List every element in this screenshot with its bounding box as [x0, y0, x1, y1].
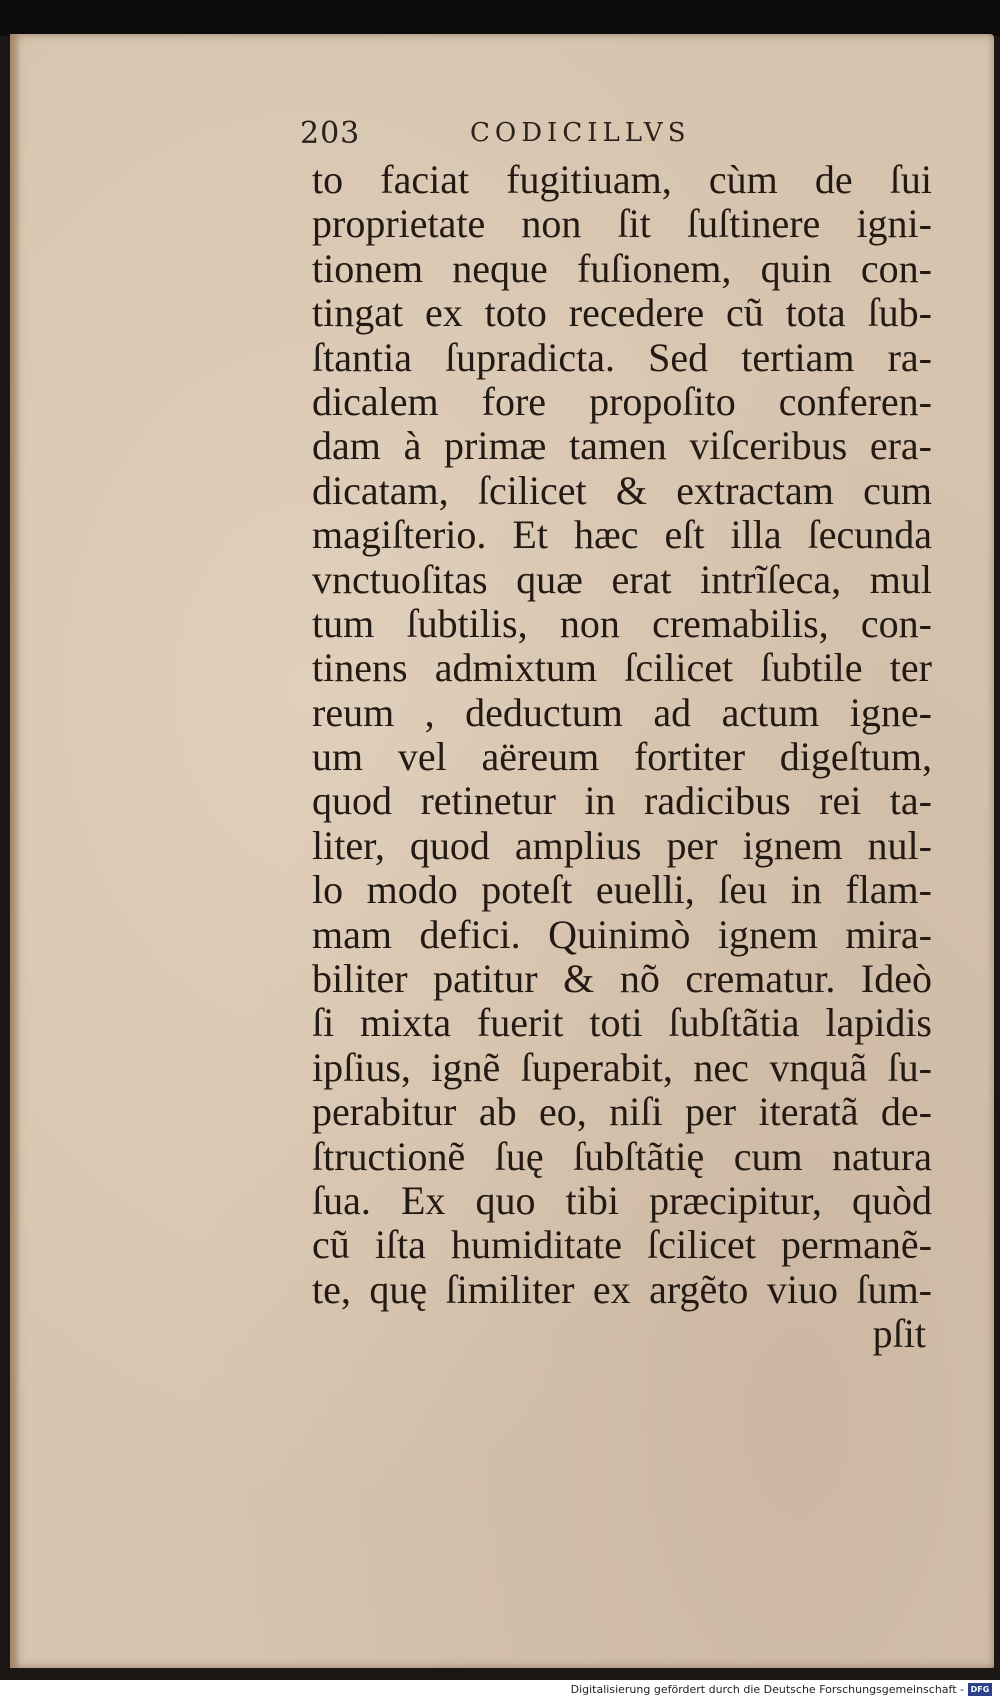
- text-line: dam à primæ tamen viſceribus era-: [312, 423, 932, 469]
- body-text: [312, 158, 932, 1357]
- text-line: tinens admixtum ſcilicet ſubtile ter: [312, 645, 932, 691]
- text-line: ſua. Ex quo tibi præcipitur, quòd: [312, 1177, 932, 1223]
- text-line: dicatam, ſcilicet & extractam cum: [312, 467, 932, 513]
- catchword: pſit: [872, 1311, 926, 1357]
- text-line: cũ iſta humiditate ſcilicet permanẽ-: [312, 1222, 932, 1268]
- text-line: ſtructionẽ ſuę ſubſtãtię cum natura: [312, 1133, 932, 1179]
- text-line: to faciat fugitiuam, cùm de ſui: [312, 157, 932, 202]
- text-line: biliter patitur & nõ crematur. Ideò: [312, 956, 932, 1002]
- dfg-logo: DFG: [968, 1683, 992, 1696]
- text-line: um vel aëreum fortiter digeſtum,: [312, 734, 932, 780]
- text-line: tingat ex toto recedere cũ tota ſub-: [312, 290, 932, 336]
- text-line: te, quę ſimiliter ex argẽto viuo ſum-: [312, 1266, 932, 1312]
- text-line: quod retinetur in radicibus rei ta-: [312, 778, 932, 824]
- text-line: ſi mixta fuerit toti ſubſtãtia lapidis: [312, 1000, 932, 1046]
- text-line: magiſterio. Et hæc eſt illa ſecunda: [312, 512, 932, 558]
- text-line: lo modo poteſt euelli, ſeu in flam-: [312, 867, 932, 913]
- text-line: proprietate non ſit ſuſtinere igni-: [312, 201, 932, 247]
- text-line: dicalem fore propoſito conferen-: [312, 378, 932, 424]
- text-line: tionem neque fuſionem, quin con-: [312, 245, 932, 291]
- text-line: ipſius, ignẽ ſuperabit, nec vnquã ſu-: [312, 1044, 932, 1090]
- text-line: liter, quod amplius per ignem nul-: [312, 822, 932, 868]
- running-head-title: CODICILLVS: [470, 118, 691, 148]
- text-line: tum ſubtilis, non cremabilis, con-: [312, 600, 932, 646]
- running-head: [300, 116, 860, 158]
- digitization-credit: Digitalisierung gefördert durch die Deutsche Forschungsgemeinschaft -: [570, 1683, 964, 1696]
- text-line: ſtantia ſupradicta. Sed tertiam ra-: [312, 334, 932, 380]
- text-line: perabitur ab eo, niſi per iteratã de-: [312, 1089, 932, 1135]
- text-line: vnctuoſitas quæ erat intrĩſeca, mul: [312, 556, 932, 602]
- text-line: mam defici. Quinimò ignem mira-: [312, 911, 932, 957]
- scanner-top-strip: [0, 0, 1000, 36]
- text-line: reum , deductum ad actum igne-: [312, 689, 932, 735]
- page-gutter-shadow: [10, 34, 20, 1668]
- page-number: 203: [300, 116, 361, 151]
